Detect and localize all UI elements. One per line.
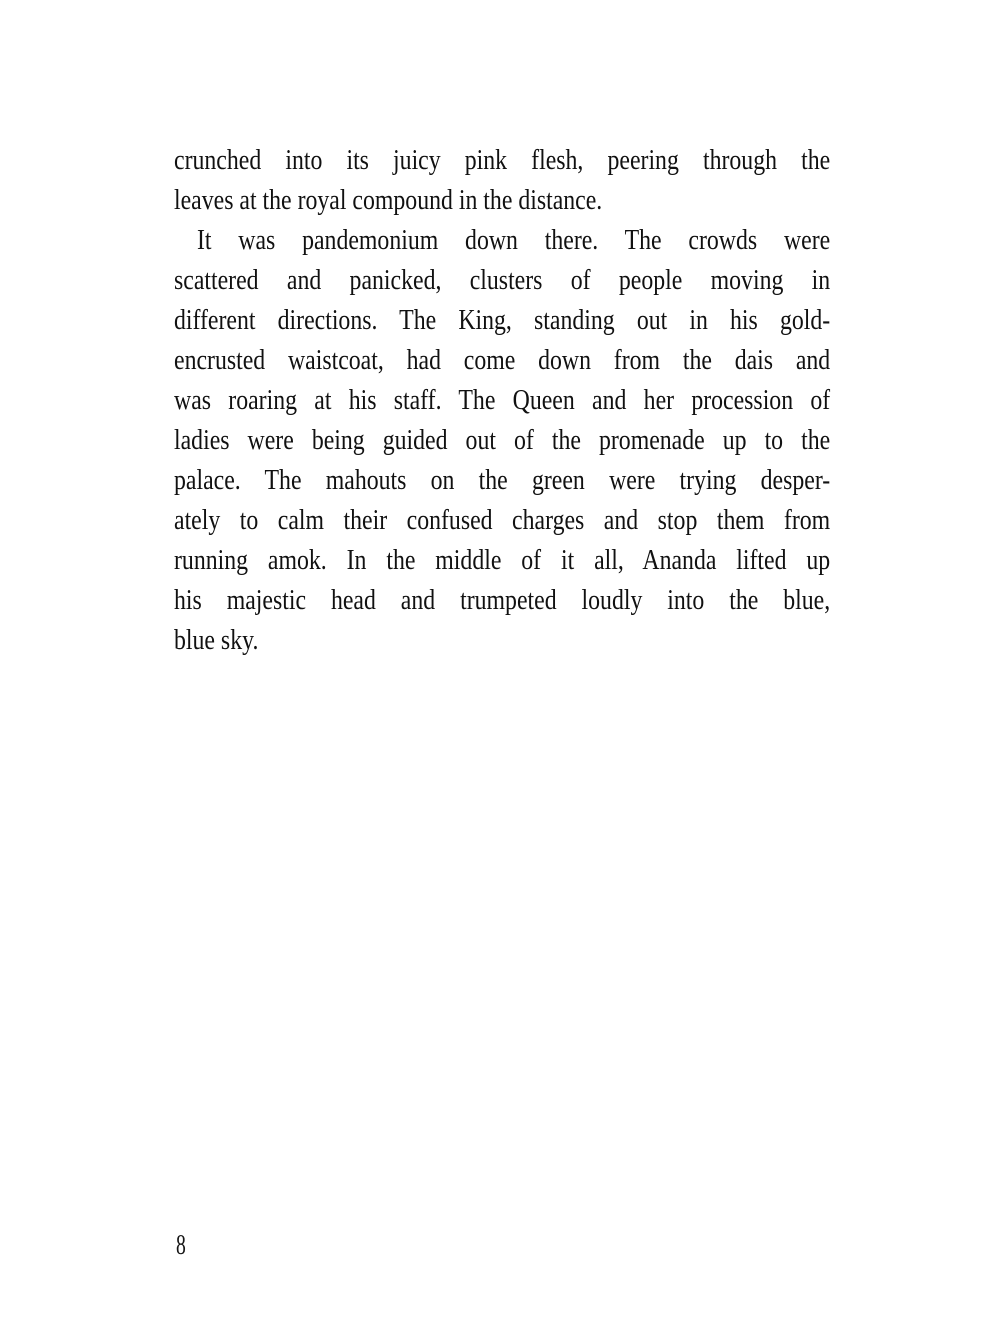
text-line: his majestic head and trumpeted loudly into the blue,	[174, 585, 831, 616]
text-line: running amok. In the middle of it all, Ananda lifted up	[174, 545, 831, 576]
text-line paragraph-end: blue sky.	[174, 625, 259, 656]
text-line: different directions. The King, standing out in his gold-	[174, 305, 831, 336]
text-line paragraph-end: leaves at the royal compound in the distance.	[174, 185, 603, 216]
text-line: encrusted waistcoat, had come down from the dais and	[174, 345, 831, 376]
text-line paragraph-start: It was pandemonium down there. The crowds were	[196, 225, 831, 256]
text-line: crunched into its juicy pink flesh, peering through the	[174, 145, 831, 176]
text-line: ately to calm their confused charges and stop them from	[174, 505, 831, 536]
text-line: scattered and panicked, clusters of people moving in	[174, 265, 831, 296]
text-line: palace. The mahouts on the green were trying desper-	[174, 465, 831, 496]
page-number: 8	[176, 1230, 186, 1261]
text-line: was roaring at his staff. The Queen and her procession of	[174, 385, 831, 416]
body-text-block	[174, 141, 830, 661]
text-line: ladies were being guided out of the promenade up to the	[174, 425, 831, 456]
